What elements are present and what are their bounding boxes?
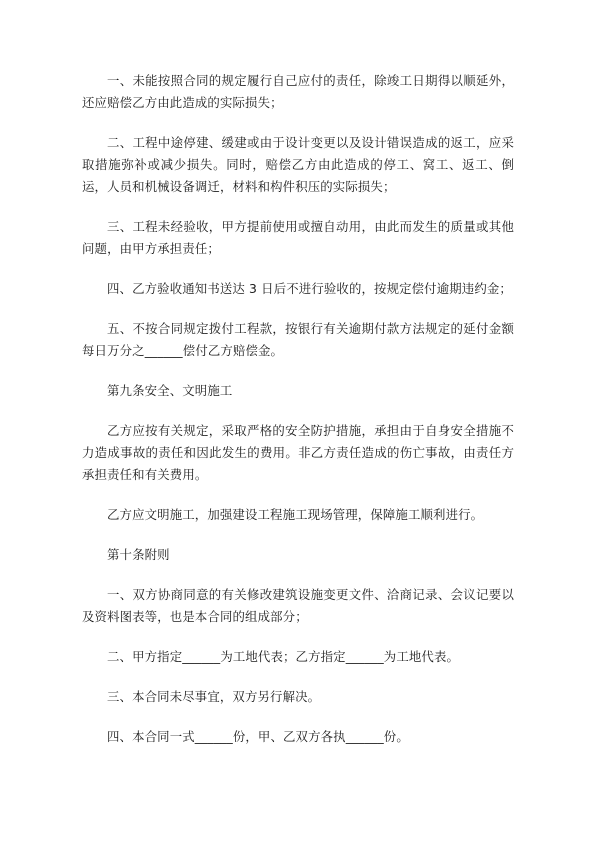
clause-paragraph-4: 四、乙方验收通知书送达 3 日后不进行验收的，按规定偿付逾期违约金； [107,281,512,296]
clause-paragraph-3: 三、工程未经验收，甲方提前使用或擅自动用，由此而发生的质量或其他问题，由甲方承担责任； [82,219,514,256]
appendix-paragraph-3: 三、本合同未尽事宜，双方另行解决。 [107,689,321,704]
section-heading-article-9: 第九条安全、文明施工 [107,383,233,398]
document-body [82,70,514,766]
appendix-paragraph-2: 二、甲方指定______为工地代表；乙方指定______为工地代表。 [107,649,460,664]
appendix-paragraph-4: 四、本合同一式______份，甲、乙双方各执______份。 [107,729,409,744]
safety-paragraph-2: 乙方应文明施工，加强建设工程施工现场管理，保障施工顺利进行。 [107,507,484,522]
safety-paragraph-1: 乙方应按有关规定，采取严格的安全防护措施，承担由于自身安全措施不力造成事故的责任和因此发生的费用。非乙方责任造成的伤亡事故，由责任方承担责任和有关费用。 [82,423,514,482]
appendix-paragraph-1: 一、双方协商同意的有关修改建筑设施变更文件、洽商记录、会议记要以及资料图表等，也是本合同的组成部分； [82,587,514,624]
clause-paragraph-1: 一、未能按照合同的规定履行自己应付的责任，除竣工日期得以顺延外，还应赔偿乙方由此造成的实际损失； [82,73,514,110]
clause-paragraph-5: 五、不按合同规定拨付工程款，按银行有关逾期付款方法规定的延付金额每日万分之______偿付乙方赔偿金。 [82,321,514,358]
clause-paragraph-2: 二、工程中途停建、缓建或由于设计变更以及设计错误造成的返工，应采取措施弥补或减少损失。同时，赔偿乙方由此造成的停工、窝工、返工、倒运，人员和机械设备调迁，材料和构件积压的实际损失； [82,135,514,194]
section-heading-article-10: 第十条附则 [107,547,170,562]
